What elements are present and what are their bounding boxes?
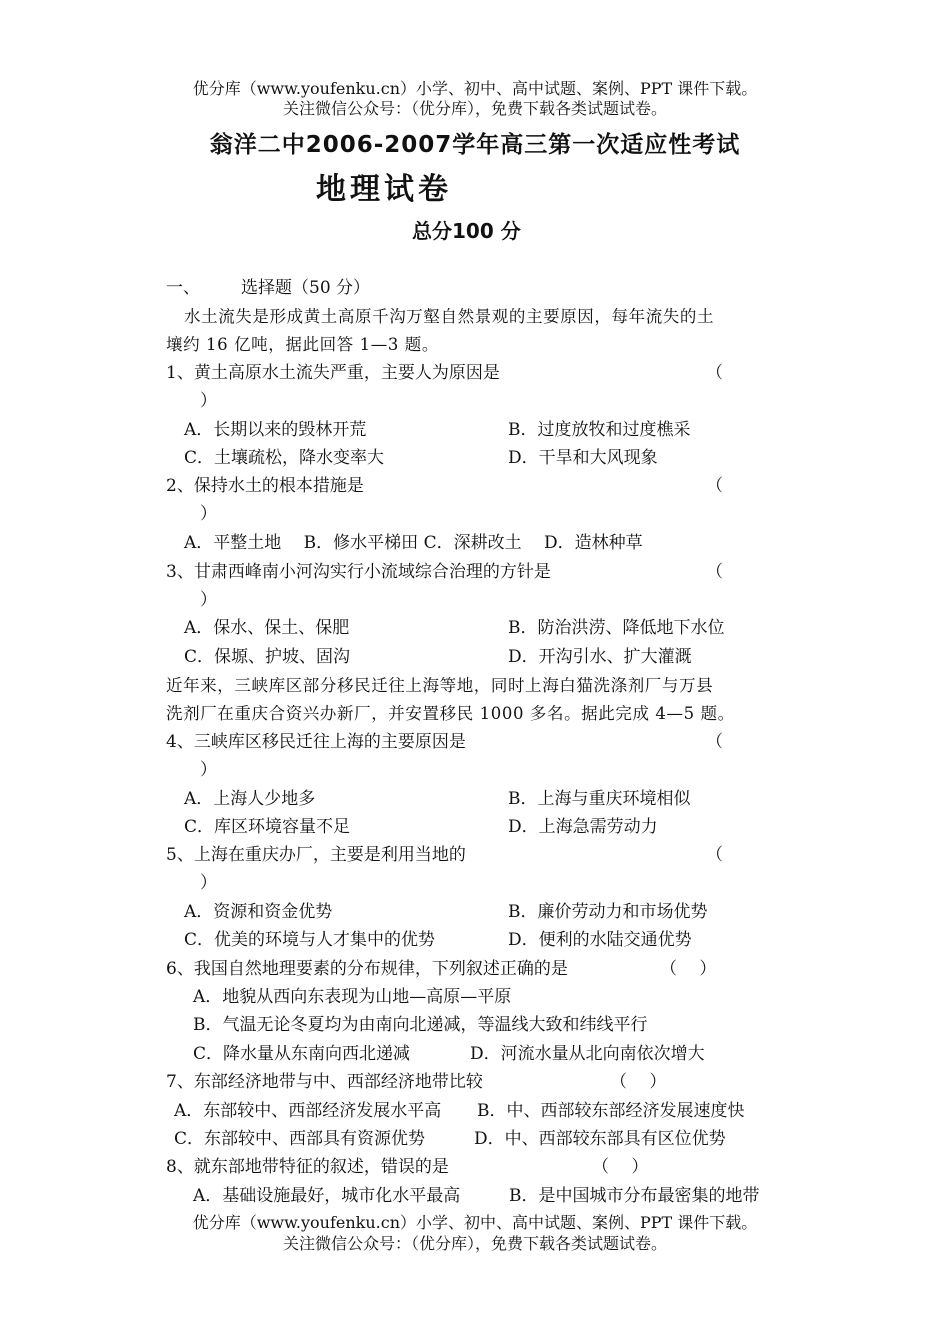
q6-stem: 6、我国自然地理要素的分布规律，下列叙述正确的是	[166, 959, 568, 979]
q1-option-a: A．长期以来的毁林开荒	[184, 420, 367, 440]
q5-option-d: D．便利的水陆交通优势	[508, 930, 692, 950]
q1-stem: 1、黄土高原水土流失严重，主要人为原因是	[166, 363, 500, 383]
section-title: 选择题（50 分）	[241, 278, 371, 298]
q5-bracket-close: ）	[200, 873, 217, 893]
q3-option-d: D．开沟引水、扩大灌溉	[508, 647, 692, 667]
q3-stem: 3、甘肃西峰南小河沟实行小流域综合治理的方针是	[166, 562, 551, 582]
q3-option-a: A．保水、保土、保肥	[184, 618, 350, 638]
q7-option-d: D．中、西部较东部具有区位优势	[474, 1129, 726, 1149]
q6-option-c: C．降水量从东南向西北递减	[193, 1044, 411, 1064]
q7-option-a: A．东部较中、西部经济发展水平高	[174, 1101, 442, 1121]
q7-option-b: B．中、西部较东部经济发展速度快	[477, 1101, 745, 1121]
total-score: 总分100 分	[412, 219, 521, 243]
header-line-2: 关注微信公众号：（优分库），免费下载各类试题试卷。	[282, 99, 667, 118]
q5-option-c: C．优美的环境与人才集中的优势	[184, 930, 436, 950]
material-2-line-1: 近年来，三峡库区部分移民迁往上海等地，同时上海白猫洗涤剂厂与万县	[166, 676, 714, 695]
q4-option-d: D．上海急需劳动力	[508, 817, 658, 837]
q1-bracket-open: （	[706, 363, 723, 383]
q1-option-d: D．干旱和大风现象	[508, 448, 658, 468]
q7-bracket: （ ）	[610, 1072, 667, 1092]
header-line-1: 优分库（www.youfenku.cn）小学、初中、高中试题、案例、PPT 课件下载。	[192, 79, 758, 98]
q2-bracket-open: （	[706, 476, 723, 496]
q3-bracket-open: （	[706, 562, 723, 582]
q4-option-c: C．库区环境容量不足	[184, 817, 351, 837]
subject-title: 地理试卷	[316, 172, 452, 207]
q8-bracket: （ ）	[592, 1157, 649, 1177]
q6-option-d: D．河流水量从北向南依次增大	[470, 1044, 705, 1064]
q4-option-a: A．上海人少地多	[184, 789, 316, 809]
q8-stem: 8、就东部地带特征的叙述，错误的是	[166, 1157, 449, 1177]
q1-bracket-close: ）	[200, 391, 217, 411]
material-2-line-2: 洗剂厂在重庆合资兴办新厂，并安置移民 1000 多名。据此完成 4—5 题。	[166, 704, 735, 723]
q7-option-c: C．东部较中、西部具有资源优势	[174, 1129, 426, 1149]
q3-option-c: C．保塬、护坡、固沟	[184, 647, 351, 667]
q5-bracket-open: （	[706, 845, 723, 865]
q1-option-b: B．过度放牧和过度樵采	[508, 420, 691, 440]
q3-bracket-close: ）	[200, 590, 217, 610]
q5-option-b: B．廉价劳动力和市场优势	[508, 902, 708, 922]
q6-bracket: （ ）	[660, 959, 717, 979]
section-number: 一、	[166, 278, 200, 298]
footer-line-1: 优分库（www.youfenku.cn）小学、初中、高中试题、案例、PPT 课件下载。	[192, 1213, 758, 1232]
material-1-line-2: 壤约 16 亿吨，据此回答 1—3 题。	[166, 335, 439, 354]
q4-stem: 4、三峡库区移民迁往上海的主要原因是	[166, 732, 466, 752]
material-1-line-1: 水土流失是形成黄土高原千沟万壑自然景观的主要原因，每年流失的土	[184, 307, 715, 326]
q5-option-a: A．资源和资金优势	[184, 902, 333, 922]
q3-option-b: B．防治洪涝、降低地下水位	[508, 618, 725, 638]
q6-option-a: A．地貌从西向东表现为山地—高原—平原	[193, 987, 512, 1007]
exam-title: 翁洋二中2006-2007学年高三第一次适应性考试	[209, 132, 741, 158]
q6-option-b: B．气温无论冬夏均为由南向北递减，等温线大致和纬线平行	[193, 1015, 648, 1035]
q5-stem: 5、上海在重庆办厂，主要是利用当地的	[166, 845, 466, 865]
q2-bracket-close: ）	[200, 504, 217, 524]
q2-stem: 2、保持水土的根本措施是	[166, 476, 364, 496]
q4-option-b: B．上海与重庆环境相似	[508, 789, 691, 809]
q8-option-a: A．基础设施最好，城市化水平最高	[193, 1186, 461, 1206]
q8-option-b: B．是中国城市分布最密集的地带	[509, 1186, 760, 1206]
q4-bracket-open: （	[706, 732, 723, 752]
q7-stem: 7、东部经济地带与中、西部经济地带比较	[166, 1072, 483, 1092]
q4-bracket-close: ）	[200, 760, 217, 780]
q2-options: A．平整土地 B．修水平梯田 C．深耕改土 D．造林种草	[184, 533, 643, 553]
q1-option-c: C．土壤疏松，降水变率大	[184, 448, 385, 468]
footer-line-2: 关注微信公众号：（优分库），免费下载各类试题试卷。	[282, 1234, 667, 1253]
